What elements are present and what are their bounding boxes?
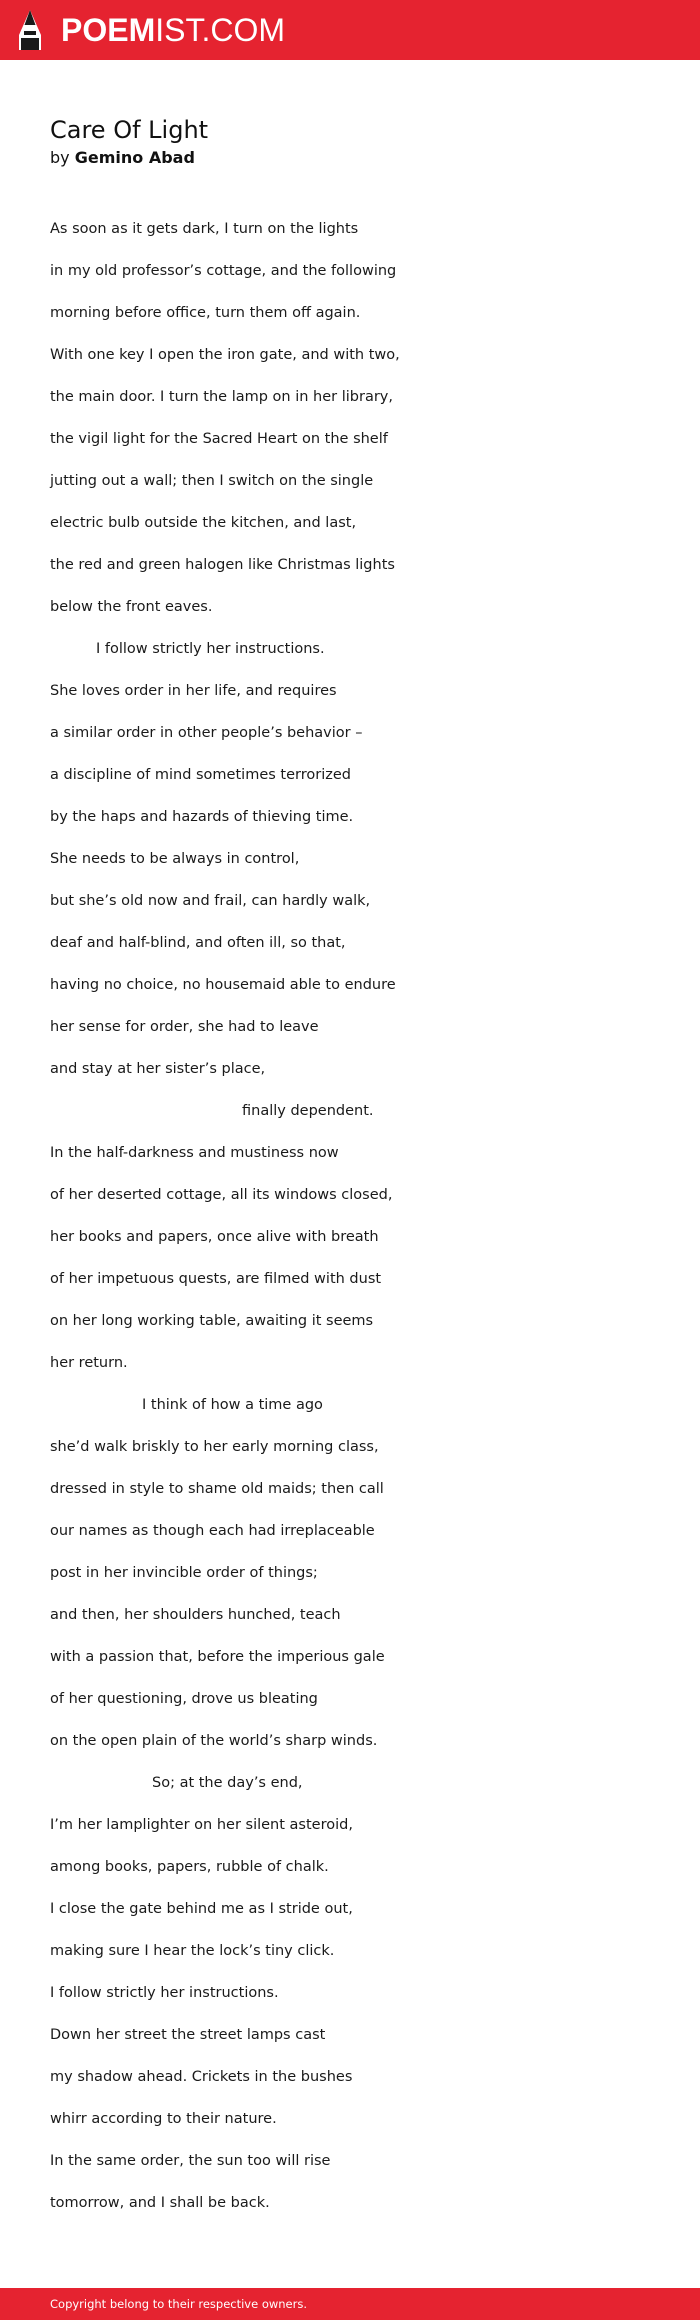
poem-line: and stay at her sister’s place, xyxy=(50,1061,266,1077)
site-logo[interactable] xyxy=(61,12,285,48)
poem-byline xyxy=(50,147,195,169)
pen-nib-icon[interactable] xyxy=(17,9,43,51)
poem-line: on her long working table, awaiting it seems xyxy=(50,1313,374,1329)
poem-line: a similar order in other people’s behavior – xyxy=(50,725,363,741)
poem-line: her sense for order, she had to leave xyxy=(50,1019,319,1035)
poem-line: having no choice, no housemaid able to endure xyxy=(50,977,396,993)
poem-line: her books and papers, once alive with breath xyxy=(50,1229,379,1245)
logo-light-text: IST.COM xyxy=(155,12,286,48)
poem-body xyxy=(50,218,650,2234)
poem-line: the vigil light for the Sacred Heart on the shelf xyxy=(50,431,388,447)
poem-line: of her deserted cottage, all its windows closed, xyxy=(50,1187,393,1203)
poem-line: electric bulb outside the kitchen, and last, xyxy=(50,515,357,531)
poem-line: by the haps and hazards of thieving time. xyxy=(50,809,354,825)
site-header xyxy=(0,0,700,60)
poem-line: whirr according to their nature. xyxy=(50,2111,277,2127)
poem-line: her return. xyxy=(50,1355,128,1371)
poem-line: In the half-darkness and mustiness now xyxy=(50,1145,339,1161)
poem-title: Care Of Light xyxy=(50,116,209,144)
site-footer xyxy=(0,2288,700,2320)
copyright-text: Copyright belong to their respective owners. xyxy=(50,2297,308,2311)
poem-line: post in her invincible order of things; xyxy=(50,1565,318,1581)
poem-line: of her impetuous quests, are filmed with dust xyxy=(50,1271,382,1287)
poem-line: but she’s old now and frail, can hardly walk, xyxy=(50,893,371,909)
poem-line: a discipline of mind sometimes terrorized xyxy=(50,767,351,783)
poem-line: of her questioning, drove us bleating xyxy=(50,1691,318,1707)
poem-line: In the same order, the sun too will rise xyxy=(50,2153,331,2169)
poem-line: among books, papers, rubble of chalk. xyxy=(50,1859,329,1875)
poem-line: I follow strictly her instructions. xyxy=(50,1985,279,2001)
logo-bold-text: POEM xyxy=(61,12,156,48)
poem-author: Gemino Abad xyxy=(74,148,195,167)
poem-line: the main door. I turn the lamp on in her library, xyxy=(50,389,394,405)
poem-line: the red and green halogen like Christmas lights xyxy=(50,557,395,573)
by-label: by xyxy=(50,148,70,167)
poem-line: morning before office, turn them off again. xyxy=(50,305,361,321)
poem-line: Down her street the street lamps cast xyxy=(50,2027,326,2043)
poem-line: I think of how a time ago xyxy=(142,1397,323,1413)
poem-line: She needs to be always in control, xyxy=(50,851,300,867)
poem-line: jutting out a wall; then I switch on the single xyxy=(50,473,374,489)
poem-line: She loves order in her life, and requires xyxy=(50,683,337,699)
poem-line: on the open plain of the world’s sharp winds. xyxy=(50,1733,378,1749)
poem-line: I close the gate behind me as I stride out, xyxy=(50,1901,353,1917)
poem-line: With one key I open the iron gate, and with two, xyxy=(50,347,400,363)
poem-line: As soon as it gets dark, I turn on the lights xyxy=(50,221,359,237)
poem-line: making sure I hear the lock’s tiny click. xyxy=(50,1943,335,1959)
poem-line: she’d walk briskly to her early morning class, xyxy=(50,1439,379,1455)
poem-line: deaf and half-blind, and often ill, so that, xyxy=(50,935,346,951)
poem-line: dressed in style to shame old maids; then call xyxy=(50,1481,384,1497)
poem-line: I’m her lamplighter on her silent asteroid, xyxy=(50,1817,353,1833)
poem-line: tomorrow, and I shall be back. xyxy=(50,2195,270,2211)
poem-line: So; at the day’s end, xyxy=(152,1775,303,1791)
poem-line: and then, her shoulders hunched, teach xyxy=(50,1607,341,1623)
poem-line: below the front eaves. xyxy=(50,599,213,615)
poem-line: our names as though each had irreplaceable xyxy=(50,1523,375,1539)
poem-line: I follow strictly her instructions. xyxy=(96,641,325,657)
poem-line: my shadow ahead. Crickets in the bushes xyxy=(50,2069,353,2085)
poem-line: in my old professor’s cottage, and the following xyxy=(50,263,397,279)
poem-line: finally dependent. xyxy=(242,1103,374,1119)
poem-line: with a passion that, before the imperious gale xyxy=(50,1649,385,1665)
